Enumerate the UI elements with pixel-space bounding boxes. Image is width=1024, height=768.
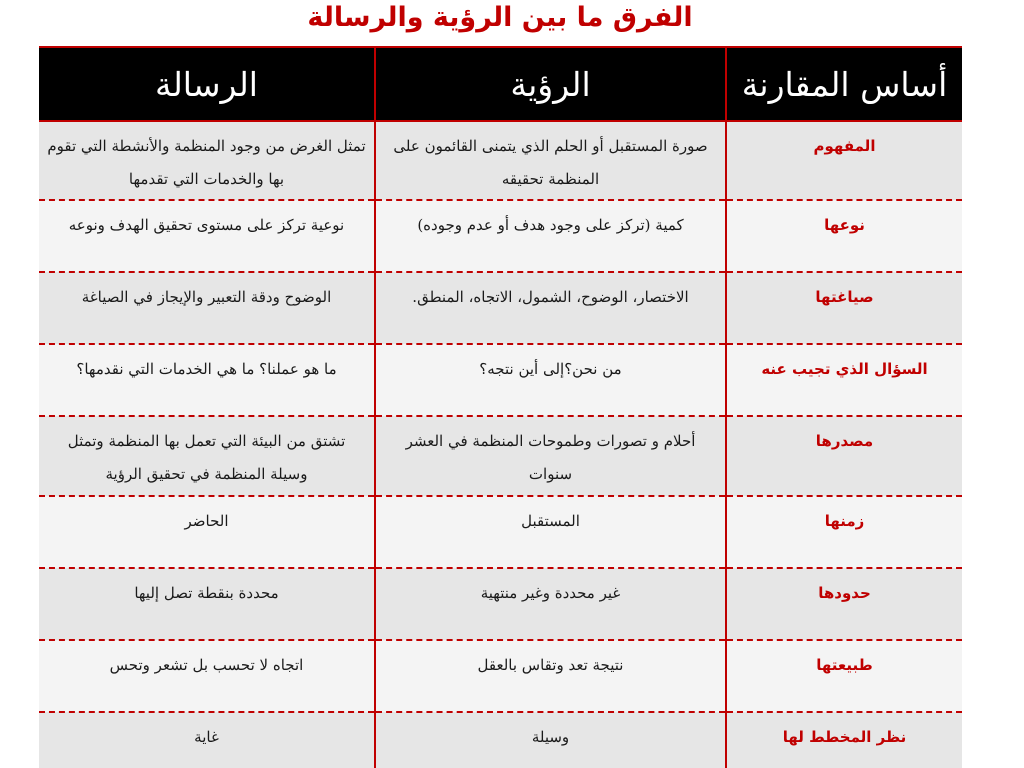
table-row	[39, 121, 962, 200]
row-vision-cell: المستقبل	[375, 496, 726, 568]
table-row	[39, 568, 962, 640]
row-basis-cell: نوعها	[726, 200, 962, 272]
header-row	[39, 47, 962, 121]
row-mission-cell: غاية	[39, 712, 375, 768]
row-mission-cell: تمثل الغرض من وجود المنظمة والأنشطة التي تقوم بها والخدمات التي تقدمها	[39, 121, 375, 200]
table-row	[39, 496, 962, 568]
row-basis-cell: صياغتها	[726, 272, 962, 344]
table-row	[39, 416, 962, 496]
header-vision: الرؤية	[375, 47, 726, 121]
row-vision-cell: كمية (تركز على وجود هدف أو عدم وجوده)	[375, 200, 726, 272]
row-mission-cell: تشتق من البيئة التي تعمل بها المنظمة وتمثل وسيلة المنظمة في تحقيق الرؤية	[39, 416, 375, 496]
row-mission-cell: ما هو عملنا؟ ما هي الخدمات التي نقدمها؟	[39, 344, 375, 416]
row-basis-cell: مصدرها	[726, 416, 962, 496]
row-vision-cell: غير محددة وغير منتهية	[375, 568, 726, 640]
row-vision-cell: الاختصار، الوضوح، الشمول، الاتجاه، المنطق.	[375, 272, 726, 344]
row-mission-cell: الحاضر	[39, 496, 375, 568]
comparison-table	[39, 46, 962, 768]
table-row	[39, 272, 962, 344]
row-mission-cell: الوضوح ودقة التعبير والإيجاز في الصياغة	[39, 272, 375, 344]
row-mission-cell: اتجاه لا تحسب بل تشعر وتحس	[39, 640, 375, 712]
row-mission-cell: محددة بنقطة تصل إليها	[39, 568, 375, 640]
table-row	[39, 712, 962, 768]
table-row	[39, 344, 962, 416]
row-basis-cell: حدودها	[726, 568, 962, 640]
row-basis-cell: نظر المخطط لها	[726, 712, 962, 768]
row-basis-cell: طبيعتها	[726, 640, 962, 712]
page-title: الفرق ما بين الرؤية والرسالة	[307, 2, 693, 33]
row-vision-cell: صورة المستقبل أو الحلم الذي يتمنى القائمون على المنظمة تحقيقه	[375, 121, 726, 200]
row-vision-cell: أحلام و تصورات وطموحات المنظمة في العشر سنوات	[375, 416, 726, 496]
row-vision-cell: نتيجة تعد وتقاس بالعقل	[375, 640, 726, 712]
row-basis-cell: زمنها	[726, 496, 962, 568]
row-basis-cell: المفهوم	[726, 121, 962, 200]
row-basis-cell: السؤال الذي تجيب عنه	[726, 344, 962, 416]
row-mission-cell: نوعية تركز على مستوى تحقيق الهدف ونوعه	[39, 200, 375, 272]
row-vision-cell: وسيلة	[375, 712, 726, 768]
header-mission: الرسالة	[39, 47, 375, 121]
row-vision-cell: من نحن؟إلى أين نتجه؟	[375, 344, 726, 416]
table-row	[39, 200, 962, 272]
header-basis: أساس المقارنة	[726, 47, 962, 121]
table-row	[39, 640, 962, 712]
